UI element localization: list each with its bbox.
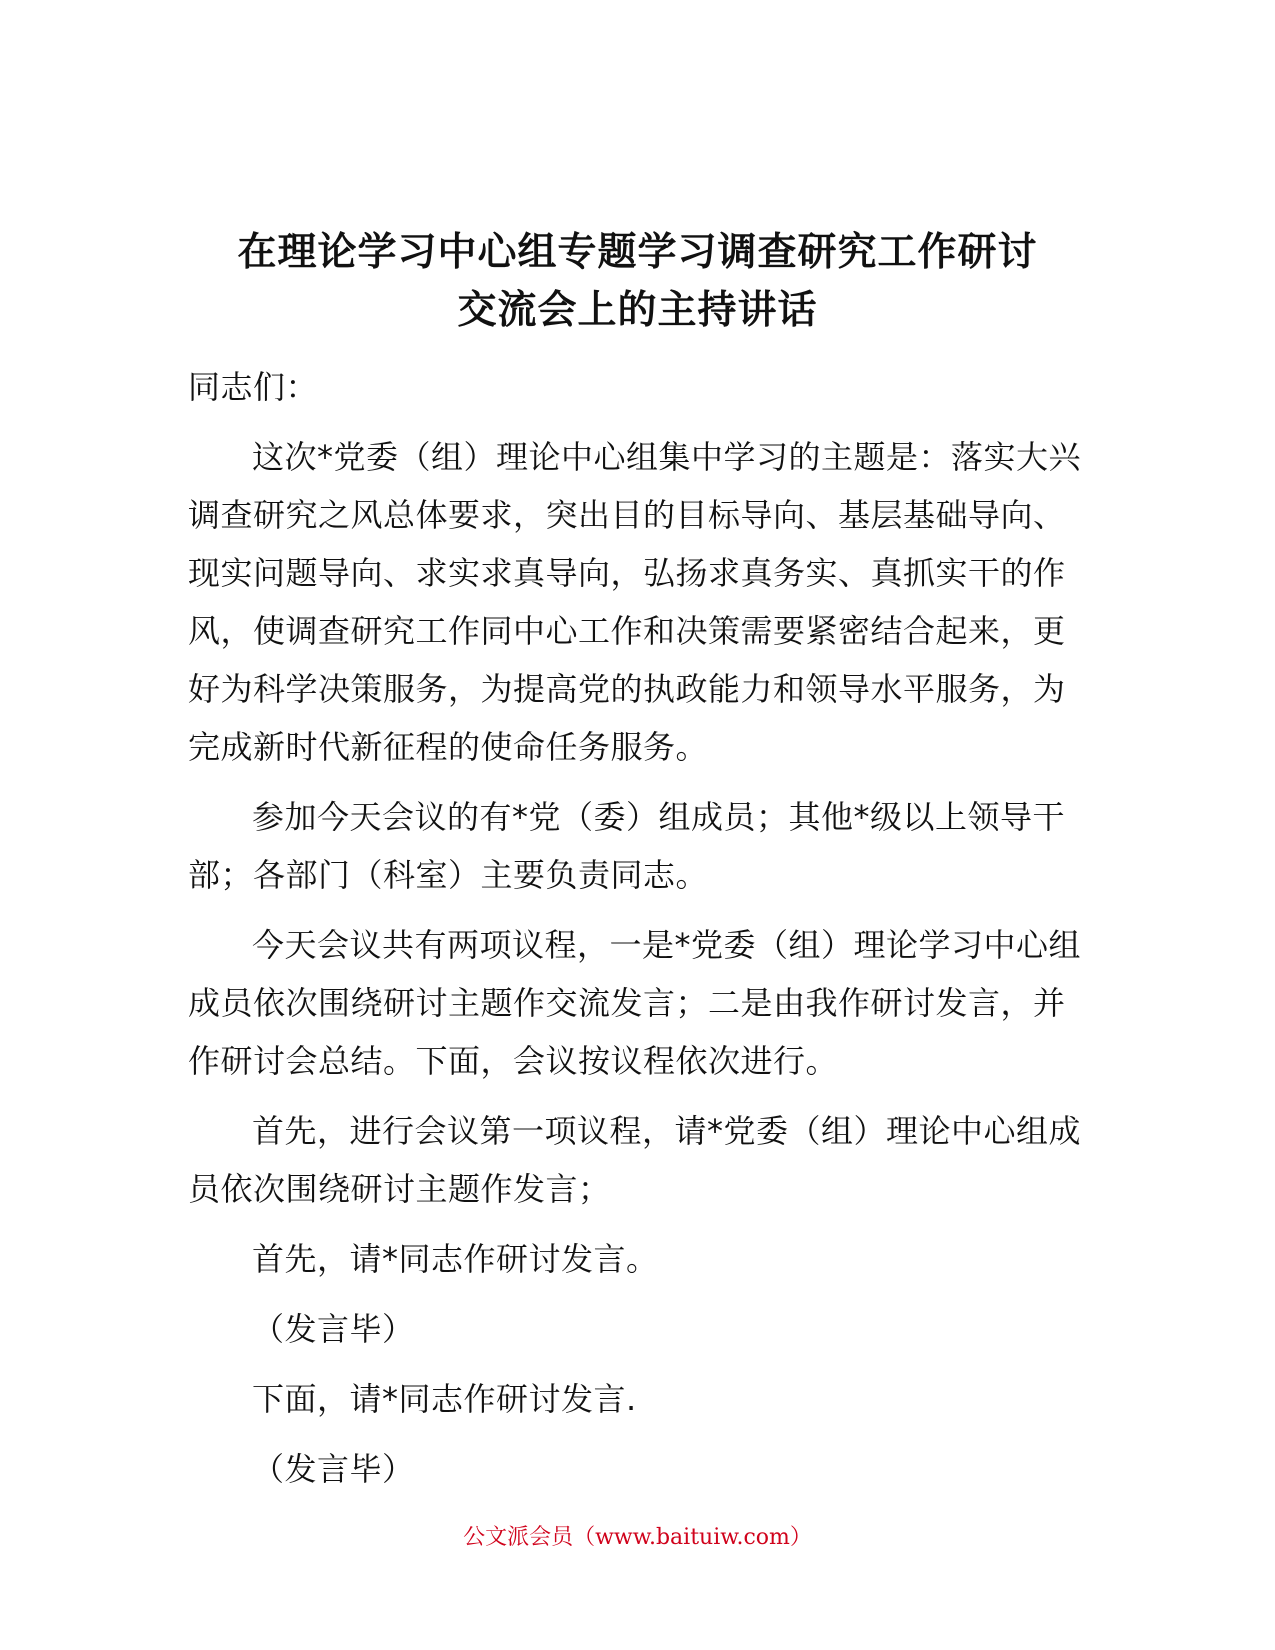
paragraph: （发言毕） — [252, 1450, 415, 1488]
title-line-2: 交流会上的主持讲话 — [457, 288, 818, 333]
salutation: 同志们： — [188, 368, 319, 406]
document-body — [188, 358, 1088, 1510]
paragraph: 首先，进行会议第一项议程，请*党委（组）理论中心组成员依次围绕研讨主题作发言； — [188, 1112, 1082, 1208]
paragraph: 首先，请*同志作研讨发言。 — [252, 1240, 659, 1278]
paragraph: 参加今天会议的有*党（委）组成员；其他*级以上领导干部；各部门（科室）主要负责同志。 — [188, 798, 1066, 894]
title-line-1: 在理论学习中心组专题学习调查研究工作研讨 — [237, 230, 1038, 275]
document-title — [150, 224, 1125, 340]
paragraph: （发言毕） — [252, 1310, 415, 1348]
paragraph: 今天会议共有两项议程，一是*党委（组）理论学习中心组成员依次围绕研讨主题作交流发言；二是由我作研讨发言，并作研讨会总结。下面，会议按议程依次进行。 — [188, 926, 1082, 1080]
paragraph: 下面，请*同志作研讨发言. — [252, 1380, 637, 1418]
footer-watermark: 公文派会员（www.baituiw.com） — [463, 1525, 812, 1550]
paragraph: 这次*党委（组）理论中心组集中学习的主题是：落实大兴调查研究之风总体要求，突出目的目标导向、基层基础导向、现实问题导向、求实求真导向，弘扬求真务实、真抓实干的作风，使调查研究工作同中心工作和决策需要紧密结合起来，更好为科学决策服务，为提高党的执政能力和领导水平服务，为完成新时代新征程的使命任务服务。 — [188, 438, 1082, 766]
